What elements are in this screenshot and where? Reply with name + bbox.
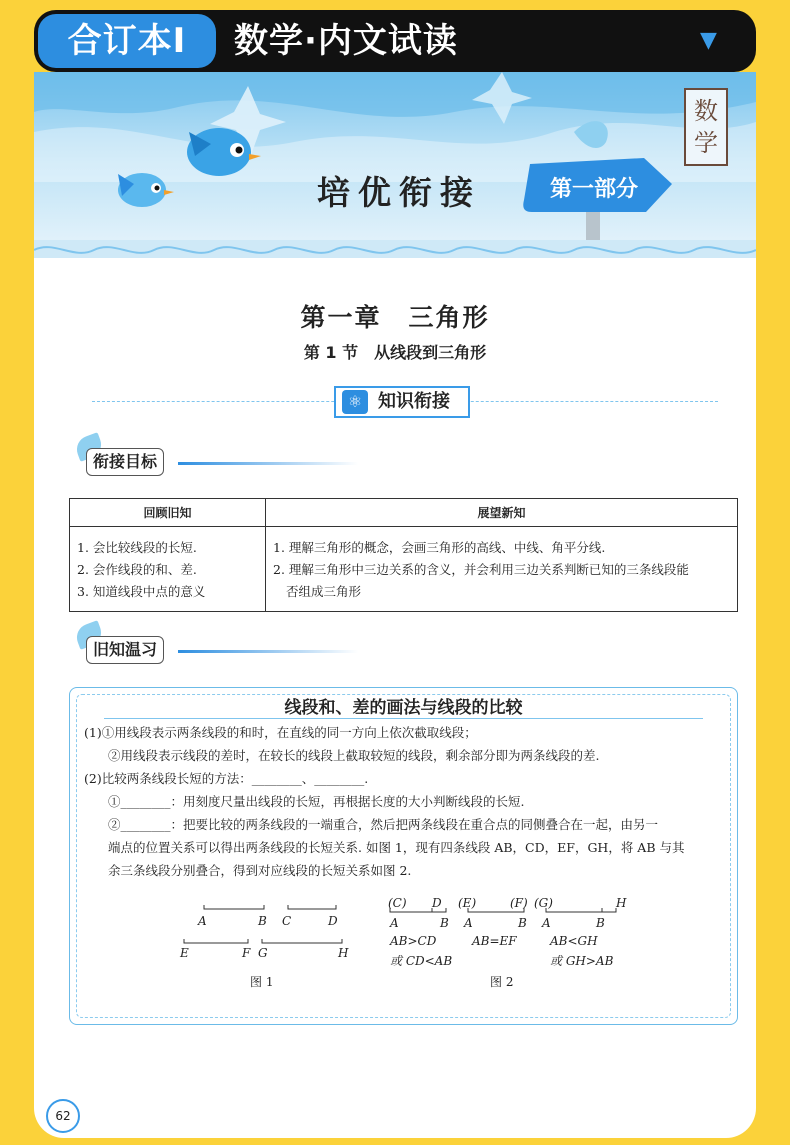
- point-label: (E): [458, 896, 477, 910]
- point-label: A: [542, 916, 551, 930]
- review-line: (2)比较两条线段长短的方法：________、________.: [84, 771, 369, 786]
- subject-stamp: 数学: [684, 88, 728, 166]
- point-label: B: [518, 916, 527, 930]
- review-line: 端点的位置关系可以得出两条线段的长短关系. 如图 1，现有四条线段 AB，CD，EF，GH，将 AB 与其: [108, 840, 685, 855]
- point-label: D: [432, 896, 442, 910]
- point-label: (F): [510, 896, 528, 910]
- list-item: 3. 知道线段中点的意义: [77, 584, 206, 599]
- relation-label: AB=EF: [472, 934, 517, 948]
- review-line: (1)①用线段表示两条线段的和时，在直线的同一方向上依次截取线段；: [84, 725, 477, 740]
- table-row: [70, 527, 738, 612]
- page: [34, 72, 756, 1138]
- atom-icon: ⚛: [342, 390, 368, 414]
- goals-heading: [74, 440, 334, 480]
- heading-underline: [178, 462, 358, 465]
- relation-label: 或 CD<AB: [390, 954, 453, 968]
- part-label: 第一部分: [549, 177, 638, 202]
- header-title: 数学·内文试读: [234, 21, 458, 61]
- point-label: (C): [388, 896, 407, 910]
- point-label: H: [616, 896, 627, 910]
- point-label: B: [596, 916, 605, 930]
- page-number: 62: [46, 1099, 80, 1133]
- dropdown-arrow-icon[interactable]: ▼: [700, 28, 717, 53]
- list-item: 1. 理解三角形的概念，会画三角形的高线、中线、角平分线.: [273, 540, 606, 555]
- review-line: ①________：用刻度尺量出线段的长短，再根据长度的大小判断线段的长短.: [108, 794, 525, 809]
- review-box: [69, 687, 738, 1025]
- point-label: B: [440, 916, 449, 930]
- relation-label: 或 GH>AB: [550, 954, 614, 968]
- list-item: 否组成三角形: [286, 584, 362, 599]
- point-label: A: [464, 916, 473, 930]
- point-label: G: [258, 946, 268, 960]
- table-header-row: [70, 499, 738, 527]
- figure-2-caption: 图 2: [490, 975, 514, 989]
- point-label: D: [328, 914, 338, 928]
- volume-tag: 合订本Ⅰ: [38, 14, 216, 68]
- relation-label: AB>CD: [390, 934, 437, 948]
- goals-label: 衔接目标: [86, 448, 164, 476]
- point-label: A: [198, 914, 207, 928]
- review-label: 旧知温习: [86, 636, 164, 664]
- list-item: 2. 会作线段的和、差.: [77, 562, 197, 577]
- goals-table: [69, 498, 738, 612]
- section-title: 第 1 节 从线段到三角形: [303, 343, 487, 362]
- knowledge-box: [334, 386, 470, 418]
- point-label: E: [180, 946, 189, 960]
- point-label: F: [242, 946, 251, 960]
- list-item: 2. 理解三角形中三边关系的含义，并会利用三边关系判断已知的三条线段能: [273, 562, 689, 577]
- chapter-title: 第一章 三角形: [300, 303, 490, 332]
- table-header: 展望新知: [266, 499, 738, 527]
- point-label: (G): [534, 896, 553, 910]
- relation-label: AB<GH: [550, 934, 598, 948]
- review-line: ②用线段表示线段的差时，在较长的线段上截取较短的线段，剩余部分即为两条线段的差.: [108, 748, 600, 763]
- point-label: B: [258, 914, 267, 928]
- review-line: 余三条线段分别叠合，得到对应线段的长短关系如图 2.: [108, 863, 412, 878]
- list-item: 1. 会比较线段的长短.: [77, 540, 197, 555]
- point-label: C: [282, 914, 292, 928]
- review-title: 线段和、差的画法与线段的比较: [284, 698, 523, 718]
- knowledge-box-label: 知识衔接: [378, 391, 450, 412]
- point-label: H: [338, 946, 349, 960]
- review-heading: [74, 628, 334, 668]
- banner-title: 培优衔接: [317, 173, 481, 212]
- review-title-underline: [104, 718, 703, 719]
- point-label: A: [390, 916, 399, 930]
- figure-1-caption: 图 1: [250, 975, 274, 989]
- review-line: ②________：把要比较的两条线段的一端重合，然后把两条线段在重合点的同侧叠合在一起，由另一: [108, 817, 659, 832]
- table-cell-old: [70, 527, 266, 612]
- table-cell-new: [266, 527, 738, 612]
- table-header: 回顾旧知: [70, 499, 266, 527]
- heading-underline: [178, 650, 358, 653]
